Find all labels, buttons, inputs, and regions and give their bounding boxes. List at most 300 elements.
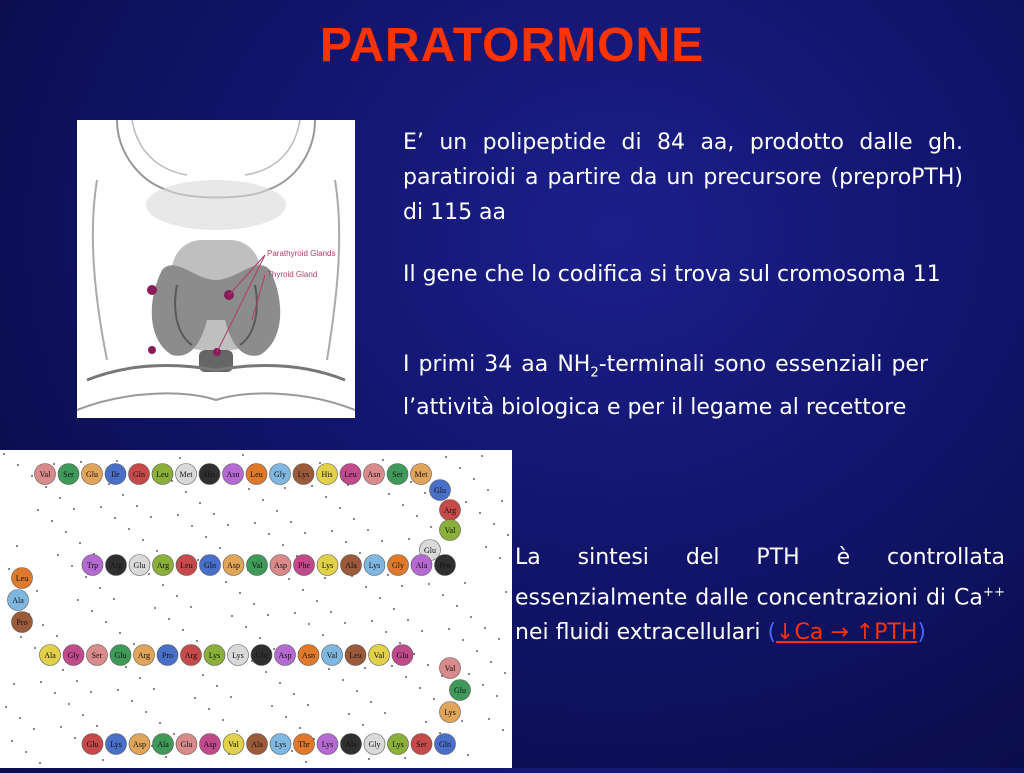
background-dot xyxy=(442,594,444,596)
amino-acid-bead xyxy=(364,464,385,485)
background-dot xyxy=(401,585,403,587)
background-dot xyxy=(190,606,192,608)
amino-acid-bead xyxy=(317,734,338,755)
amino-acid-bead xyxy=(388,555,409,576)
amino-acid-bead xyxy=(176,555,197,576)
background-dot xyxy=(488,718,490,720)
background-dot xyxy=(239,592,241,594)
background-dot xyxy=(5,706,7,708)
background-dot xyxy=(285,716,287,718)
amino-acid-label: Lys xyxy=(297,470,310,479)
amino-acid-bead xyxy=(270,734,291,755)
amino-acid-label: Ser xyxy=(91,651,103,660)
background-dot xyxy=(173,733,175,735)
background-dot xyxy=(356,690,358,692)
background-dot xyxy=(262,499,264,501)
amino-acid-bead xyxy=(341,555,362,576)
background-dot xyxy=(131,700,133,702)
background-dot xyxy=(385,631,387,633)
background-dot xyxy=(116,460,118,462)
background-dot xyxy=(402,504,404,506)
amino-acid-bead xyxy=(317,464,338,485)
background-dot xyxy=(139,677,141,679)
amino-acid-label: Gly xyxy=(67,651,80,660)
amino-acid-bead xyxy=(388,734,409,755)
background-dot xyxy=(461,720,463,722)
background-dot xyxy=(102,759,104,761)
amino-acid-bead xyxy=(251,645,272,666)
amino-acid-label: Lys xyxy=(392,740,404,749)
amino-acid-label: Pro xyxy=(161,651,174,660)
pth-sequence-image xyxy=(0,450,512,768)
amino-acid-label: Val xyxy=(444,664,456,673)
para3-text-a: I primi 34 aa NH xyxy=(403,352,591,377)
amino-acid-bead xyxy=(223,734,244,755)
amino-acid-bead xyxy=(341,734,362,755)
background-dot xyxy=(282,544,284,546)
amino-acid-label: Gln xyxy=(439,740,451,749)
background-dot xyxy=(171,480,173,482)
background-dot xyxy=(16,545,18,547)
amino-acid-label: Met xyxy=(414,470,428,479)
amino-acid-bead xyxy=(298,645,319,666)
background-dot xyxy=(430,526,432,528)
amino-acid-bead xyxy=(270,555,291,576)
amino-acid-label: Leu xyxy=(349,651,362,660)
background-dot xyxy=(405,676,407,678)
background-dot xyxy=(439,732,441,734)
background-dot xyxy=(53,463,55,465)
amino-acid-label: Pro xyxy=(439,561,451,570)
background-dot xyxy=(284,487,286,489)
background-dot xyxy=(216,685,218,687)
amino-acid-bead xyxy=(440,702,461,723)
amino-acid-label: Asp xyxy=(203,740,217,749)
background-dot xyxy=(133,643,135,645)
amino-acid-label: Gly xyxy=(368,740,381,749)
background-dot xyxy=(291,750,293,752)
background-dot xyxy=(507,534,509,536)
amino-acid-label: Glu xyxy=(434,486,446,495)
amino-acid-bead xyxy=(82,734,103,755)
amino-acid-label: Lys xyxy=(321,561,334,570)
background-dot xyxy=(208,708,210,710)
background-dot xyxy=(425,721,427,723)
amino-acid-label: Lys xyxy=(208,651,221,660)
background-dot xyxy=(476,650,478,652)
background-dot xyxy=(462,639,464,641)
amino-acid-label: Leu xyxy=(180,561,193,570)
background-dot xyxy=(259,637,261,639)
amino-acid-label: Val xyxy=(373,651,385,660)
amino-acid-label: Ala xyxy=(415,561,428,570)
background-dot xyxy=(484,627,486,629)
amino-acid-label: Glu xyxy=(86,470,98,479)
amino-acid-bead xyxy=(340,464,361,485)
ca-pth-link[interactable]: ↓Ca → ↑PTH xyxy=(776,620,918,646)
para4-text-a: La sintesi del PTH è controllata essenzialmente dalle concentrazioni di Ca xyxy=(515,545,1005,611)
amino-acid-bead xyxy=(392,645,413,666)
background-dot xyxy=(45,486,47,488)
background-dot xyxy=(82,714,84,716)
background-dot xyxy=(56,635,58,637)
slide-title: PARATORMONE xyxy=(319,19,705,72)
background-dot xyxy=(305,761,307,763)
background-dot xyxy=(100,506,102,508)
background-dot xyxy=(91,610,93,612)
amino-acid-label: Glu xyxy=(396,651,409,660)
amino-acid-bead xyxy=(82,555,103,576)
background-dot xyxy=(36,590,38,592)
background-dot xyxy=(60,726,62,728)
amino-acid-bead xyxy=(369,645,390,666)
amino-acid-bead xyxy=(294,555,315,576)
background-dot xyxy=(231,615,233,617)
background-dot xyxy=(213,513,215,515)
amino-acid-label: Trp xyxy=(86,561,99,570)
amino-acid-label: Ile xyxy=(111,470,120,479)
background-dot xyxy=(465,501,467,503)
amino-acid-bead xyxy=(204,645,225,666)
amino-acid-bead xyxy=(176,734,197,755)
background-dot xyxy=(367,529,369,531)
background-dot xyxy=(222,719,224,721)
background-dot xyxy=(362,724,364,726)
amino-acid-label: Ala xyxy=(12,596,24,605)
background-dot xyxy=(225,581,227,583)
background-dot xyxy=(424,492,426,494)
background-dot xyxy=(265,671,267,673)
background-dot xyxy=(459,467,461,469)
amino-acid-label: Ala xyxy=(251,740,263,749)
amino-acid-label: Lys xyxy=(232,651,244,660)
amino-acid-bead xyxy=(294,734,315,755)
background-dot xyxy=(245,626,247,628)
background-dot xyxy=(433,698,435,700)
background-dot xyxy=(288,578,290,580)
paragraph-synthesis xyxy=(515,540,1005,650)
background-dot xyxy=(42,624,44,626)
amino-acid-label: Leu xyxy=(15,574,29,583)
amino-acid-bead xyxy=(35,464,56,485)
background-dot xyxy=(328,668,330,670)
amino-acid-label: Ala xyxy=(345,740,357,749)
amino-acid-label: Leu xyxy=(250,470,263,479)
background-dot xyxy=(33,728,35,730)
amino-acid-label: Glu xyxy=(114,651,127,660)
amino-acid-label: Asp xyxy=(278,651,292,660)
background-dot xyxy=(19,717,21,719)
amino-acid-bead xyxy=(440,520,461,541)
amino-acid-label: Asp xyxy=(274,561,287,570)
background-dot xyxy=(502,729,504,731)
background-dot xyxy=(464,582,466,584)
amino-acid-bead xyxy=(8,590,29,611)
background-dot xyxy=(162,584,164,586)
background-dot xyxy=(302,589,304,591)
background-dot xyxy=(128,528,130,530)
amino-acid-label: Glu xyxy=(424,546,436,555)
background-dot xyxy=(62,669,64,671)
amino-acid-bead xyxy=(345,645,366,666)
background-dot xyxy=(179,457,181,459)
background-dot xyxy=(344,622,346,624)
background-dot xyxy=(176,595,178,597)
background-dot xyxy=(419,687,421,689)
thyroid-gland-label: Thyroid Gland xyxy=(267,270,318,279)
amino-acid-label: Pro xyxy=(16,618,28,627)
amino-acid-bead xyxy=(246,464,267,485)
amino-acid-bead xyxy=(450,680,471,701)
background-dot xyxy=(31,475,33,477)
background-dot xyxy=(150,516,152,518)
background-dot xyxy=(304,532,306,534)
amino-acid-label: Gln xyxy=(133,470,145,479)
background-dot xyxy=(384,712,386,714)
background-dot xyxy=(324,577,326,579)
amino-acid-label: Val xyxy=(39,470,51,479)
amino-acid-label: Arg xyxy=(156,561,170,570)
background-dot xyxy=(410,481,412,483)
background-dot xyxy=(487,489,489,491)
background-dot xyxy=(421,630,423,632)
amino-acid-bead xyxy=(293,464,314,485)
amino-acid-bead xyxy=(153,734,174,755)
background-dot xyxy=(316,600,318,602)
amino-acid-bead xyxy=(435,555,456,576)
amino-acid-label: Glu xyxy=(86,740,99,749)
background-dot xyxy=(96,725,98,727)
background-dot xyxy=(331,530,333,532)
background-dot xyxy=(268,533,270,535)
background-dot xyxy=(468,673,470,675)
amino-acid-label: Val xyxy=(326,651,338,660)
background-dot xyxy=(271,705,273,707)
background-dot xyxy=(105,621,107,623)
amino-acid-bead xyxy=(223,555,244,576)
background-dot xyxy=(99,587,101,589)
background-dot xyxy=(39,762,41,764)
background-dot xyxy=(25,751,27,753)
background-dot xyxy=(177,514,179,516)
background-dot xyxy=(37,509,39,511)
amino-acid-label: Arg xyxy=(443,506,457,515)
amino-acid-bead xyxy=(411,464,432,485)
background-dot xyxy=(122,494,124,496)
background-dot xyxy=(404,757,406,759)
amino-acid-label: Asp xyxy=(227,561,240,570)
paragraph-terminal-aa xyxy=(403,347,928,425)
amino-acid-label: Ala xyxy=(44,651,56,660)
background-dot xyxy=(153,688,155,690)
background-dot xyxy=(68,703,70,705)
background-dot xyxy=(493,523,495,525)
background-dot xyxy=(54,692,56,694)
background-dot xyxy=(322,634,324,636)
background-dot xyxy=(391,665,393,667)
background-dot xyxy=(294,612,296,614)
background-dot xyxy=(299,727,301,729)
background-dot xyxy=(407,619,409,621)
background-dot xyxy=(379,597,381,599)
amino-acid-bead xyxy=(12,612,33,633)
para3-text-b: -terminali sono essenziali per l’attività biologica e per il legame al recettore xyxy=(403,352,928,421)
background-dot xyxy=(154,607,156,609)
background-dot xyxy=(165,756,167,758)
amino-acid-label: Lys xyxy=(444,708,456,717)
background-dot xyxy=(34,647,36,649)
amino-acid-bead xyxy=(181,645,202,666)
background-dot xyxy=(479,512,481,514)
background-dot xyxy=(248,488,250,490)
amino-acid-bead xyxy=(82,464,103,485)
background-dot xyxy=(456,605,458,607)
background-dot xyxy=(368,758,370,760)
background-dot xyxy=(370,701,372,703)
amino-acid-bead xyxy=(440,658,461,679)
amino-acid-bead xyxy=(364,734,385,755)
amino-acid-bead xyxy=(12,568,33,589)
background-dot xyxy=(428,583,430,585)
amino-acid-bead xyxy=(247,734,268,755)
background-dot xyxy=(330,611,332,613)
background-dot xyxy=(119,632,121,634)
background-dot xyxy=(168,618,170,620)
background-dot xyxy=(499,557,501,559)
background-dot xyxy=(490,661,492,663)
background-dot xyxy=(505,591,507,593)
background-dot xyxy=(199,502,201,504)
background-dot xyxy=(191,525,193,527)
background-dot xyxy=(307,704,309,706)
amino-acid-label: Arg xyxy=(184,651,198,660)
background-dot xyxy=(125,666,127,668)
amino-acid-bead xyxy=(153,555,174,576)
amino-acid-bead xyxy=(157,645,178,666)
background-dot xyxy=(504,672,506,674)
background-dot xyxy=(382,459,384,461)
background-dot xyxy=(311,485,313,487)
background-dot xyxy=(194,697,196,699)
background-dot xyxy=(393,608,395,610)
background-dot xyxy=(501,500,503,502)
amino-acid-bead xyxy=(322,645,343,666)
background-dot xyxy=(427,664,429,666)
amino-acid-label: Val xyxy=(444,526,456,535)
amino-acid-label: Ser xyxy=(63,470,74,479)
background-dot xyxy=(254,522,256,524)
background-dot xyxy=(353,518,355,520)
background-dot xyxy=(408,538,410,540)
para4-text-b: nei fluidi extracellulari xyxy=(515,620,768,646)
background-dot xyxy=(276,510,278,512)
amino-acid-bead xyxy=(40,645,61,666)
background-dot xyxy=(365,586,367,588)
amino-acid-label: Glu xyxy=(133,561,146,570)
background-dot xyxy=(371,620,373,622)
background-dot xyxy=(185,491,187,493)
background-dot xyxy=(467,754,469,756)
background-dot xyxy=(319,462,321,464)
background-dot xyxy=(114,517,116,519)
amino-acid-label: Leu xyxy=(156,470,169,479)
background-dot xyxy=(77,599,79,601)
amino-acid-label: Arg xyxy=(137,651,151,660)
amino-acid-bead xyxy=(270,464,291,485)
amino-acid-label: Lys xyxy=(274,740,287,749)
background-dot xyxy=(159,722,161,724)
background-dot xyxy=(448,628,450,630)
amino-acid-bead xyxy=(129,734,150,755)
paren-close: ) xyxy=(917,620,927,646)
amino-acid-bead xyxy=(129,464,150,485)
background-dot xyxy=(473,478,475,480)
amino-acid-label: Asn xyxy=(302,651,315,660)
amino-acid-bead xyxy=(411,555,432,576)
background-dot xyxy=(85,576,87,578)
background-dot xyxy=(76,680,78,682)
amino-acid-bead xyxy=(387,464,408,485)
paragraph-gene: Il gene che lo codifica si trova sul cromosoma 11 xyxy=(403,262,941,287)
background-dot xyxy=(470,616,472,618)
amino-acid-label: Asn xyxy=(226,470,240,479)
background-dot xyxy=(290,521,292,523)
neck-anatomy-image xyxy=(77,120,355,418)
background-dot xyxy=(145,711,147,713)
background-dot xyxy=(136,505,138,507)
amino-acid-label: Glu xyxy=(255,651,268,660)
amino-acid-label: Gln xyxy=(204,561,216,570)
background-dot xyxy=(51,520,53,522)
background-dot xyxy=(230,696,232,698)
background-dot xyxy=(219,547,221,549)
amino-acid-bead xyxy=(200,734,221,755)
background-dot xyxy=(142,539,144,541)
background-dot xyxy=(3,453,5,455)
amino-acid-bead xyxy=(275,645,296,666)
background-dot xyxy=(79,542,81,544)
amino-acid-label: Asn xyxy=(367,470,381,479)
paragraph-polipeptide: E’ un polipeptide di 84 aa, prodotto dalle gh. paratiroidi a partire da un precursore (preproPTH) di 115 aa xyxy=(403,130,963,225)
background-dot xyxy=(156,550,158,552)
background-dot xyxy=(205,536,207,538)
amino-acid-bead xyxy=(134,645,155,666)
background-dot xyxy=(413,653,415,655)
background-dot xyxy=(345,541,347,543)
amino-acid-bead xyxy=(199,464,220,485)
background-dot xyxy=(388,493,390,495)
background-dot xyxy=(8,568,10,570)
background-dot xyxy=(485,546,487,548)
background-dot xyxy=(40,681,42,683)
background-dot xyxy=(482,684,484,686)
parathyroid-glands-label: Parathyroid Glands xyxy=(267,249,336,258)
amino-acid-label: Ser xyxy=(416,740,427,749)
amino-acid-bead xyxy=(106,555,127,576)
amino-acid-bead xyxy=(247,555,268,576)
amino-acid-bead xyxy=(106,734,127,755)
background-dot xyxy=(399,642,401,644)
background-dot xyxy=(20,636,22,638)
amino-acid-label: Lys xyxy=(368,561,381,570)
amino-acid-bead xyxy=(200,555,221,576)
background-dot xyxy=(236,730,238,732)
background-dot xyxy=(293,693,295,695)
background-dot xyxy=(381,540,383,542)
amino-acid-bead xyxy=(364,555,385,576)
amino-acid-label: Asp xyxy=(133,740,146,749)
amino-acid-label: Leu xyxy=(344,470,357,479)
